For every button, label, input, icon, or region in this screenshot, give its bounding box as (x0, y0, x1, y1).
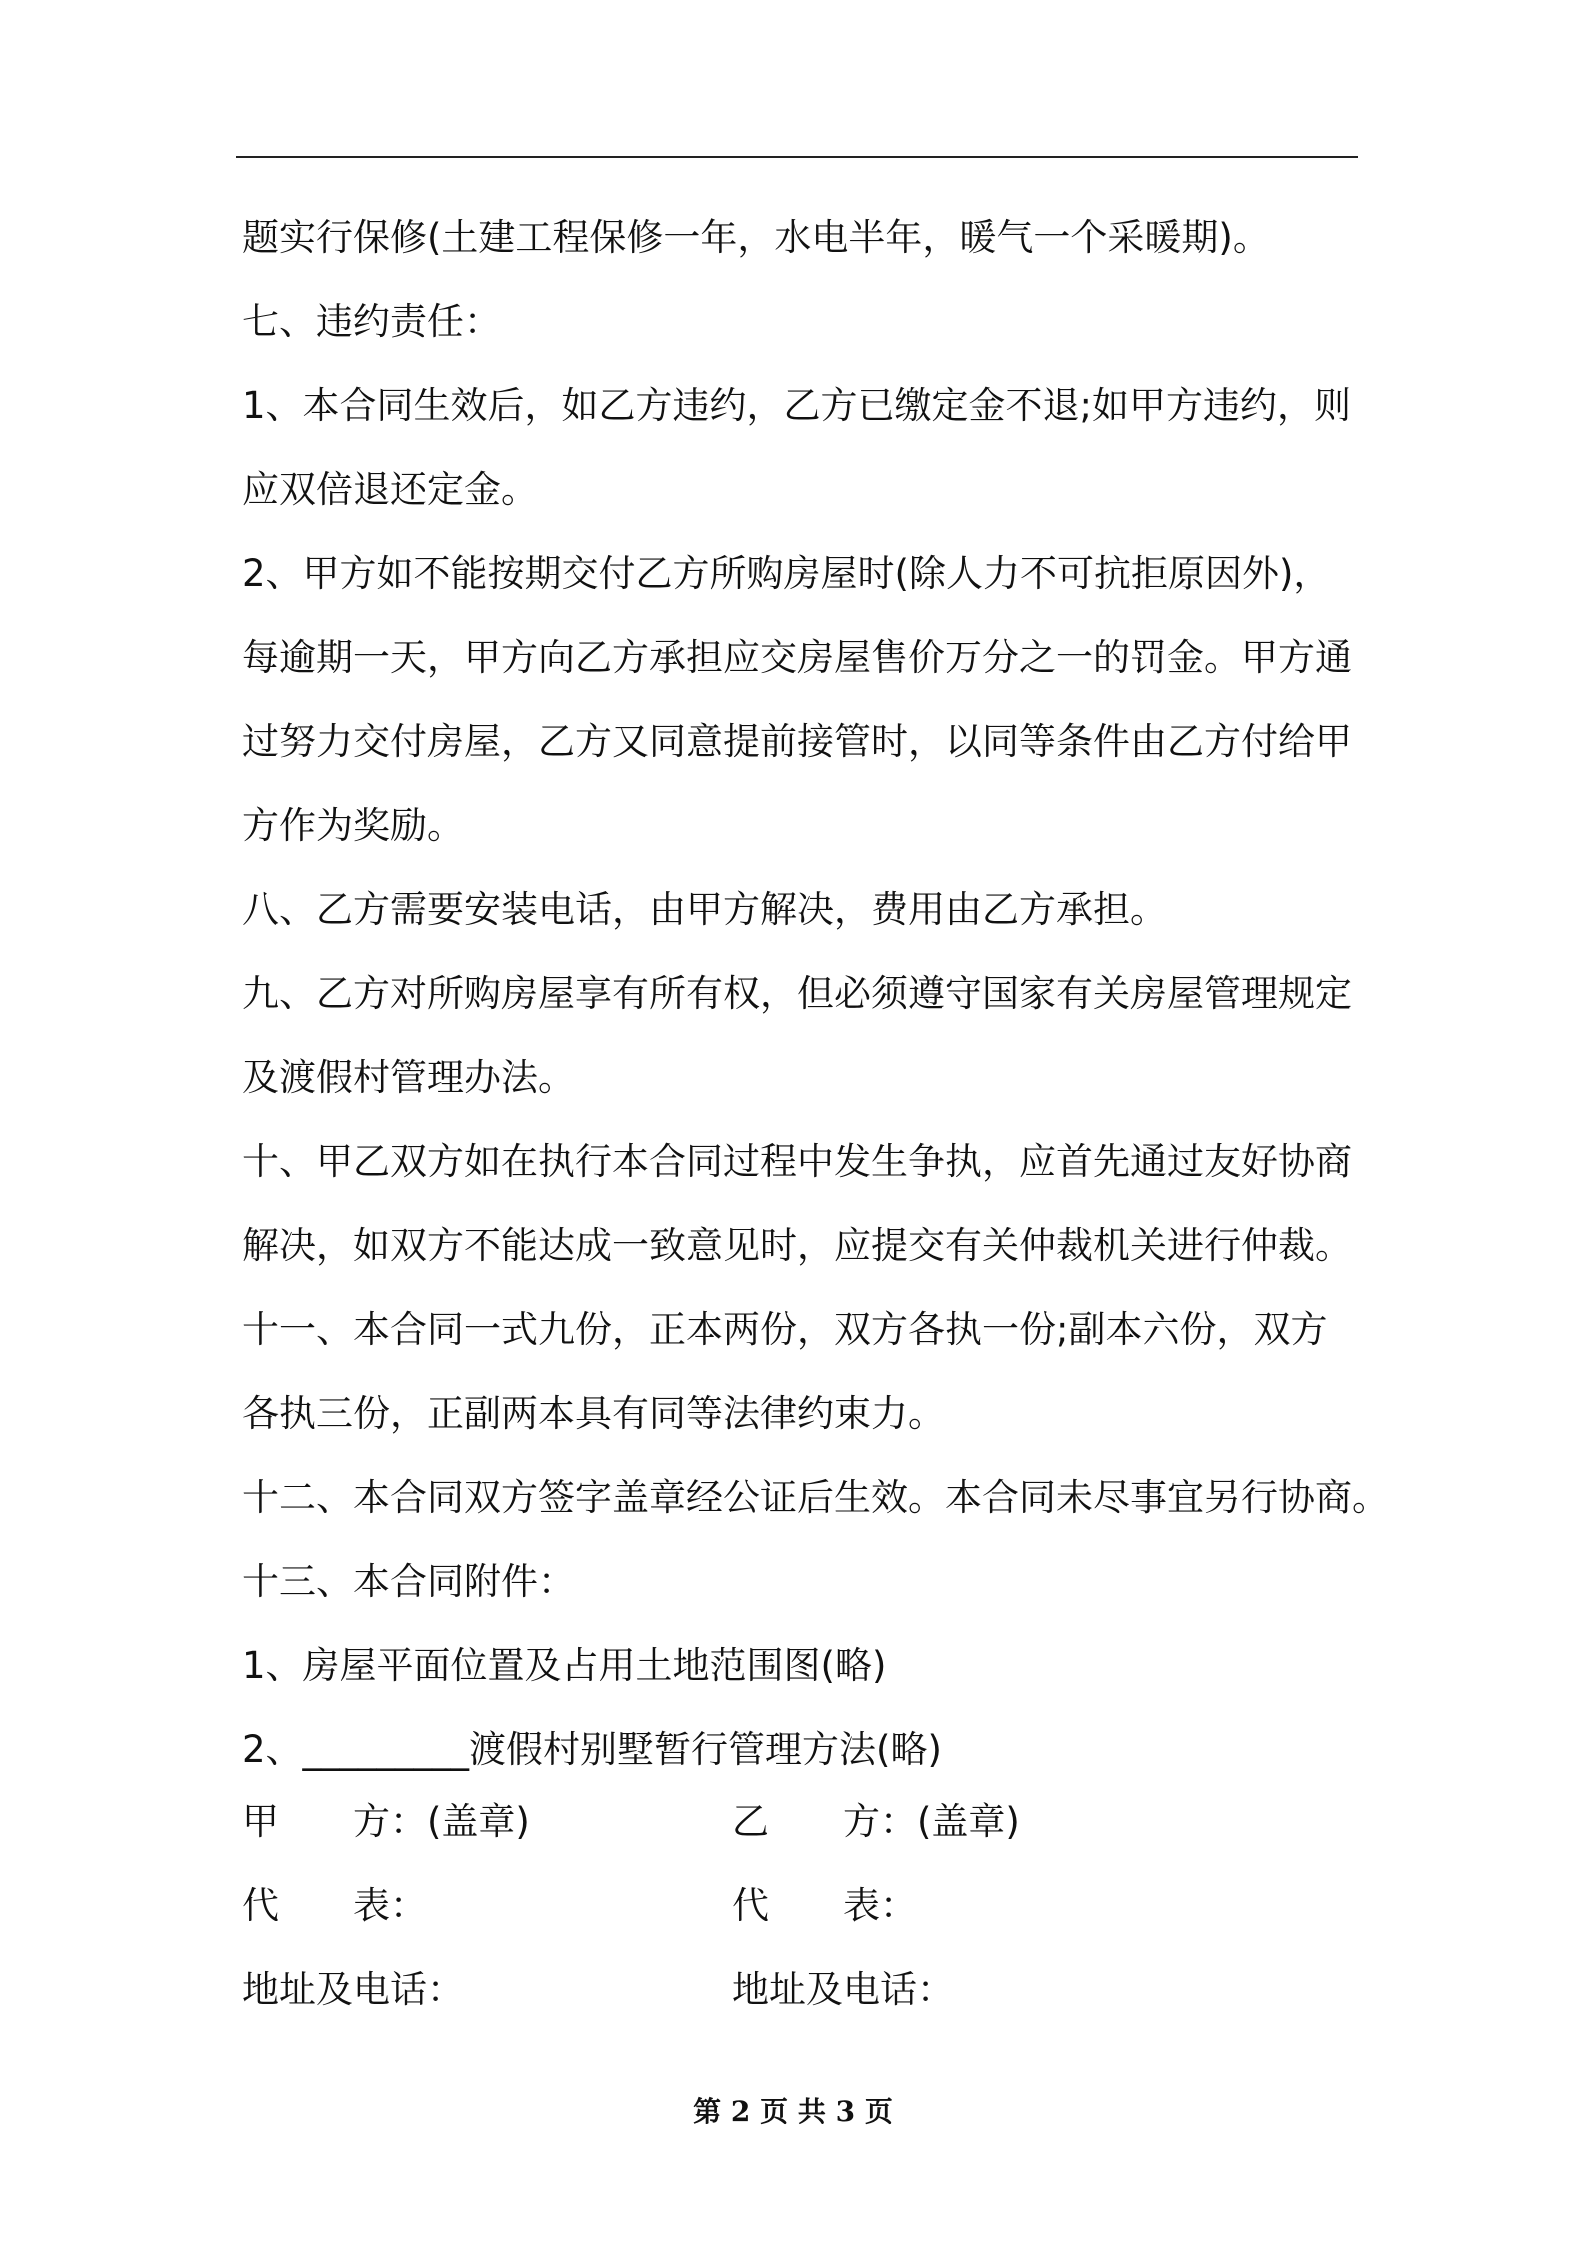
clause-ten: 十、甲乙双方如在执行本合同过程中发生争执，应首先通过友好协商 (242, 1140, 1352, 1183)
page-number: 第 2 页 共 3 页 (693, 2095, 893, 2128)
clause-twelve: 十二、本合同双方签字盖章经公证后生效。本合同未尽事宜另行协商。 (242, 1476, 1389, 1519)
contract-body (242, 196, 1389, 1792)
address-b-label: 地址及电话： (732, 1968, 954, 2011)
clause-thirteen: 十三、本合同附件： (242, 1560, 575, 1603)
clause-eleven: 十一、本合同一式九份，正本两份，双方各执一份;副本六份，双方 (242, 1308, 1328, 1351)
rep-b-label: 代 表： (732, 1884, 917, 1927)
text-line: 应双倍退还定金。 (242, 468, 538, 511)
signature-rep-row (242, 1864, 1362, 1948)
address-a-label: 地址及电话： (242, 1968, 464, 2011)
party-b-label: 乙 方：(盖章) (732, 1800, 1020, 1843)
text-line: 方作为奖励。 (242, 804, 464, 847)
header-rule (236, 156, 1358, 158)
section-heading-breach: 七、违约责任： (242, 300, 501, 343)
attachment-one: 1、房屋平面位置及占用土地范围图(略) (242, 1644, 887, 1687)
clause-eight: 八、乙方需要安装电话，由甲方解决，费用由乙方承担。 (242, 888, 1167, 931)
clause-nine: 九、乙方对所购房屋享有所有权，但必须遵守国家有关房屋管理规定 (242, 972, 1352, 1015)
signature-address-row (242, 1948, 1362, 2032)
rep-a-label: 代 表： (242, 1884, 427, 1927)
text-line: 过努力交付房屋，乙方又同意提前接管时，以同等条件由乙方付给甲 (242, 720, 1352, 763)
text-line: 2、甲方如不能按期交付乙方所购房屋时(除人力不可抗拒原因外)， (242, 552, 1331, 595)
text-line: 题实行保修(土建工程保修一年，水电半年，暖气一个采暖期)。 (242, 216, 1270, 259)
text-line: 每逾期一天，甲方向乙方承担应交房屋售价万分之一的罚金。甲方通 (242, 636, 1352, 679)
attachment-two: 2、_________渡假村别墅暂行管理方法(略) (242, 1728, 942, 1771)
text-line: 及渡假村管理办法。 (242, 1056, 575, 1099)
text-line: 各执三份，正副两本具有同等法律约束力。 (242, 1392, 945, 1435)
signature-party-row (242, 1780, 1362, 1864)
text-line: 1、本合同生效后，如乙方违约，乙方已缴定金不退;如甲方违约，则 (242, 384, 1352, 427)
text-line: 解决，如双方不能达成一致意见时，应提交有关仲裁机关进行仲裁。 (242, 1224, 1352, 1267)
party-a-label: 甲 方：(盖章) (242, 1800, 530, 1843)
